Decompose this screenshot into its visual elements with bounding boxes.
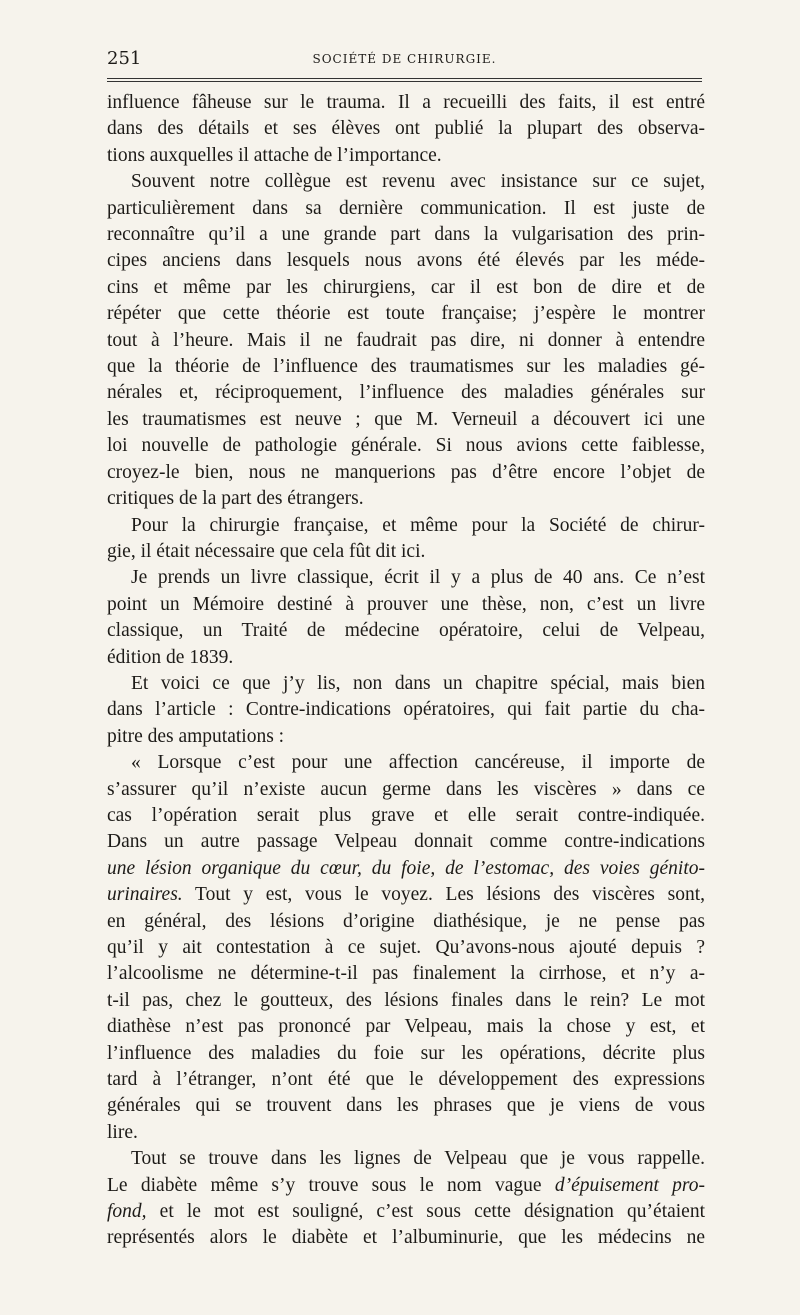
italic-phrase: d’épuisement pro- <box>554 1174 706 1196</box>
italic-phrase: urinaires. <box>107 884 183 906</box>
text-fragment: Le diabète même s’y trouve sous le nom vague <box>107 1174 542 1196</box>
text-line: répéter que cette théorie est toute française; j’espère le montrer <box>107 303 705 325</box>
text-line: influence fâheuse sur le trauma. Il a recueilli des faits, il est entré <box>107 92 705 113</box>
page-header <box>107 44 702 72</box>
text-line: Souvent notre collègue est revenu avec insistance sur ce sujet, <box>131 171 705 193</box>
text-line: critiques de la part des étrangers. <box>107 488 364 510</box>
text-line: « Lorsque c’est pour une affection cancéreuse, il importe de <box>131 752 705 774</box>
text-line: croyez-le bien, nous ne manquerions pas d’être encore l’objet de <box>107 461 705 483</box>
italic-phrase: fond, <box>107 1201 147 1223</box>
text-line: Je prends un livre classique, écrit il y a plus de 40 ans. Ce n’est <box>131 567 705 589</box>
header-rule <box>107 78 702 82</box>
text-line: Dans un autre passage Velpeau donnait comme contre-indications <box>107 831 705 853</box>
text-line: dans des détails et ses élèves ont publié la plupart des observa- <box>107 118 705 140</box>
text-line: représentés alors le diabète et l’albuminurie, que les médecins ne <box>107 1227 705 1249</box>
text-line: classique, un Traité de médecine opératoire, celui de Velpeau, <box>107 620 705 642</box>
body-text <box>107 90 705 1252</box>
text-line: dans l’article : Contre-indications opératoires, qui fait partie du cha- <box>107 699 705 721</box>
text-line: Et voici ce que j’y lis, non dans un chapitre spécial, mais bien <box>131 672 705 694</box>
text-line <box>107 1173 705 1199</box>
text-line: tions auxquelles il attache de l’importance. <box>107 144 442 166</box>
text-line: une lésion organique du cœur, du foie, de l’estomac, des voies génito- <box>107 857 705 879</box>
running-title: SOCIÉTÉ DE CHIRURGIE. <box>312 52 497 66</box>
text-line: tard à l’étranger, n’ont été que le développement des expressions <box>107 1069 705 1091</box>
text-line: Pour la chirurgie française, et même pour la Société de chirur- <box>131 514 705 536</box>
text-line: pitre des amputations : <box>107 725 285 747</box>
text-line: que la théorie de l’influence des traumatismes sur les maladies gé- <box>107 356 705 378</box>
text-line: urinaires. Tout y est, vous le voyez. Les lésions des viscères sont, <box>107 884 705 906</box>
text-line: particulièrement dans sa dernière communication. Il est juste de <box>107 197 705 219</box>
text-line: s’assurer qu’il n’existe aucun germe dans les viscères » dans ce <box>107 778 705 800</box>
text-line <box>107 1199 705 1225</box>
text-line: en général, des lésions d’origine diathésique, je ne pense pas <box>107 910 705 932</box>
page-number: 251 <box>107 48 142 69</box>
text-fragment: et le mot est souligné, c’est sous cette désignation qu’étaient <box>159 1201 706 1223</box>
text-line: point un Mémoire destiné à prouver une thèse, non, c’est un livre <box>107 593 705 615</box>
text-line: lire. <box>107 1121 138 1143</box>
text-line: diathèse n’est pas prononcé par Velpeau, mais la chose y est, et <box>107 1016 705 1038</box>
text-line: édition de 1839. <box>107 646 234 668</box>
text-line: Tout se trouve dans les lignes de Velpeau que je vous rappelle. <box>131 1148 705 1170</box>
text-line: qu’il y ait contestation à ce sujet. Qu’avons-nous ajouté depuis ? <box>107 937 705 958</box>
text-line: cas l’opération serait plus grave et elle serait contre-indiquée. <box>107 804 705 826</box>
text-line: les traumatismes est neuve ; que M. Verneuil a découvert ici une <box>107 408 705 430</box>
text-line: loi nouvelle de pathologie générale. Si nous avions cette faiblesse, <box>107 435 705 457</box>
text-line: nérales et, réciproquement, l’influence des maladies générales sur <box>107 382 705 404</box>
text-line: cins et même par les chirurgiens, car il est bon de dire et de <box>107 276 705 298</box>
text-line: générales qui se trouvent dans les phrases que je viens de vous <box>107 1095 705 1117</box>
text-line: t-il pas, chez le goutteux, des lésions finales dans le rein? Le mot <box>107 989 705 1011</box>
text-line: tout à l’heure. Mais il ne faudrait pas dire, ni donner à entendre <box>107 329 705 351</box>
text-line: cipes anciens dans lesquels nous avons été élevés par les méde- <box>107 250 705 272</box>
text-line: reconnaître qu’il a une grande part dans la vulgarisation des prin- <box>107 224 705 246</box>
text-line: l’alcoolisme ne détermine-t-il pas finalement la cirrhose, et n’y a- <box>107 963 705 985</box>
text-line: l’influence des maladies du foie sur les opérations, décrite plus <box>107 1042 705 1064</box>
text-line: gie, il était nécessaire que cela fût dit ici. <box>107 540 426 562</box>
